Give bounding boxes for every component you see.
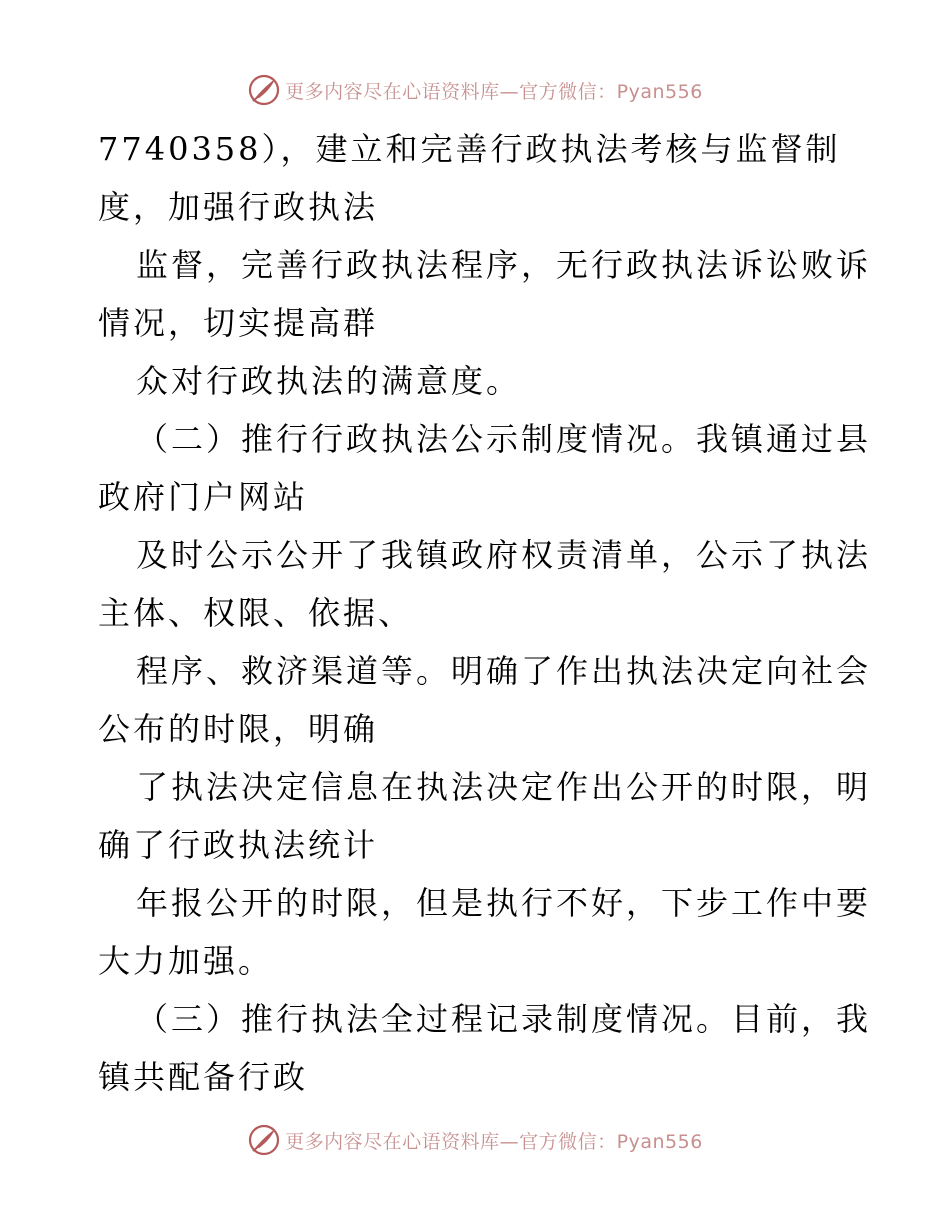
body-line: 年报公开的时限，但是执行不好，下步工作中要 bbox=[136, 884, 872, 922]
footer-banner-text: 更多内容尽在心语资料库—官方微信：Pyan556 bbox=[285, 1130, 703, 1153]
body-line: 及时公示公开了我镇政府权责清单，公示了执法 bbox=[136, 536, 872, 574]
body-line: 主体、权限、依据、 bbox=[98, 594, 414, 632]
document-body bbox=[98, 120, 872, 1106]
body-line: 了执法决定信息在执法决定作出公开的时限，明 bbox=[136, 768, 872, 806]
footer-banner bbox=[0, 1120, 950, 1160]
body-line: 7740358），建立和完善行政执法考核与监督制 bbox=[98, 130, 841, 168]
body-line: 公布的时限，明确 bbox=[98, 710, 379, 748]
section-heading-line: （三）推行执法全过程记录制度情况。目前，我 bbox=[136, 1000, 872, 1038]
quill-logo-icon bbox=[247, 1123, 281, 1157]
body-line: 程序、救济渠道等。明确了作出执法决定向社会 bbox=[136, 652, 872, 690]
body-line: 镇共配备行政 bbox=[98, 1058, 309, 1096]
header-banner bbox=[0, 70, 950, 110]
body-line: 众对行政执法的满意度。 bbox=[136, 362, 522, 400]
quill-logo-icon bbox=[247, 73, 281, 107]
body-line: 确了行政执法统计 bbox=[98, 826, 379, 864]
body-line: 政府门户网站 bbox=[98, 478, 309, 516]
header-banner-text: 更多内容尽在心语资料库—官方微信：Pyan556 bbox=[285, 80, 703, 103]
body-line: 大力加强。 bbox=[98, 942, 274, 980]
body-line: 监督，完善行政执法程序，无行政执法诉讼败诉 bbox=[136, 246, 872, 284]
body-line: 度，加强行政执法 bbox=[98, 188, 379, 226]
section-heading-line: （二）推行行政执法公示制度情况。我镇通过县 bbox=[136, 420, 872, 458]
body-line: 情况，切实提高群 bbox=[98, 304, 379, 342]
